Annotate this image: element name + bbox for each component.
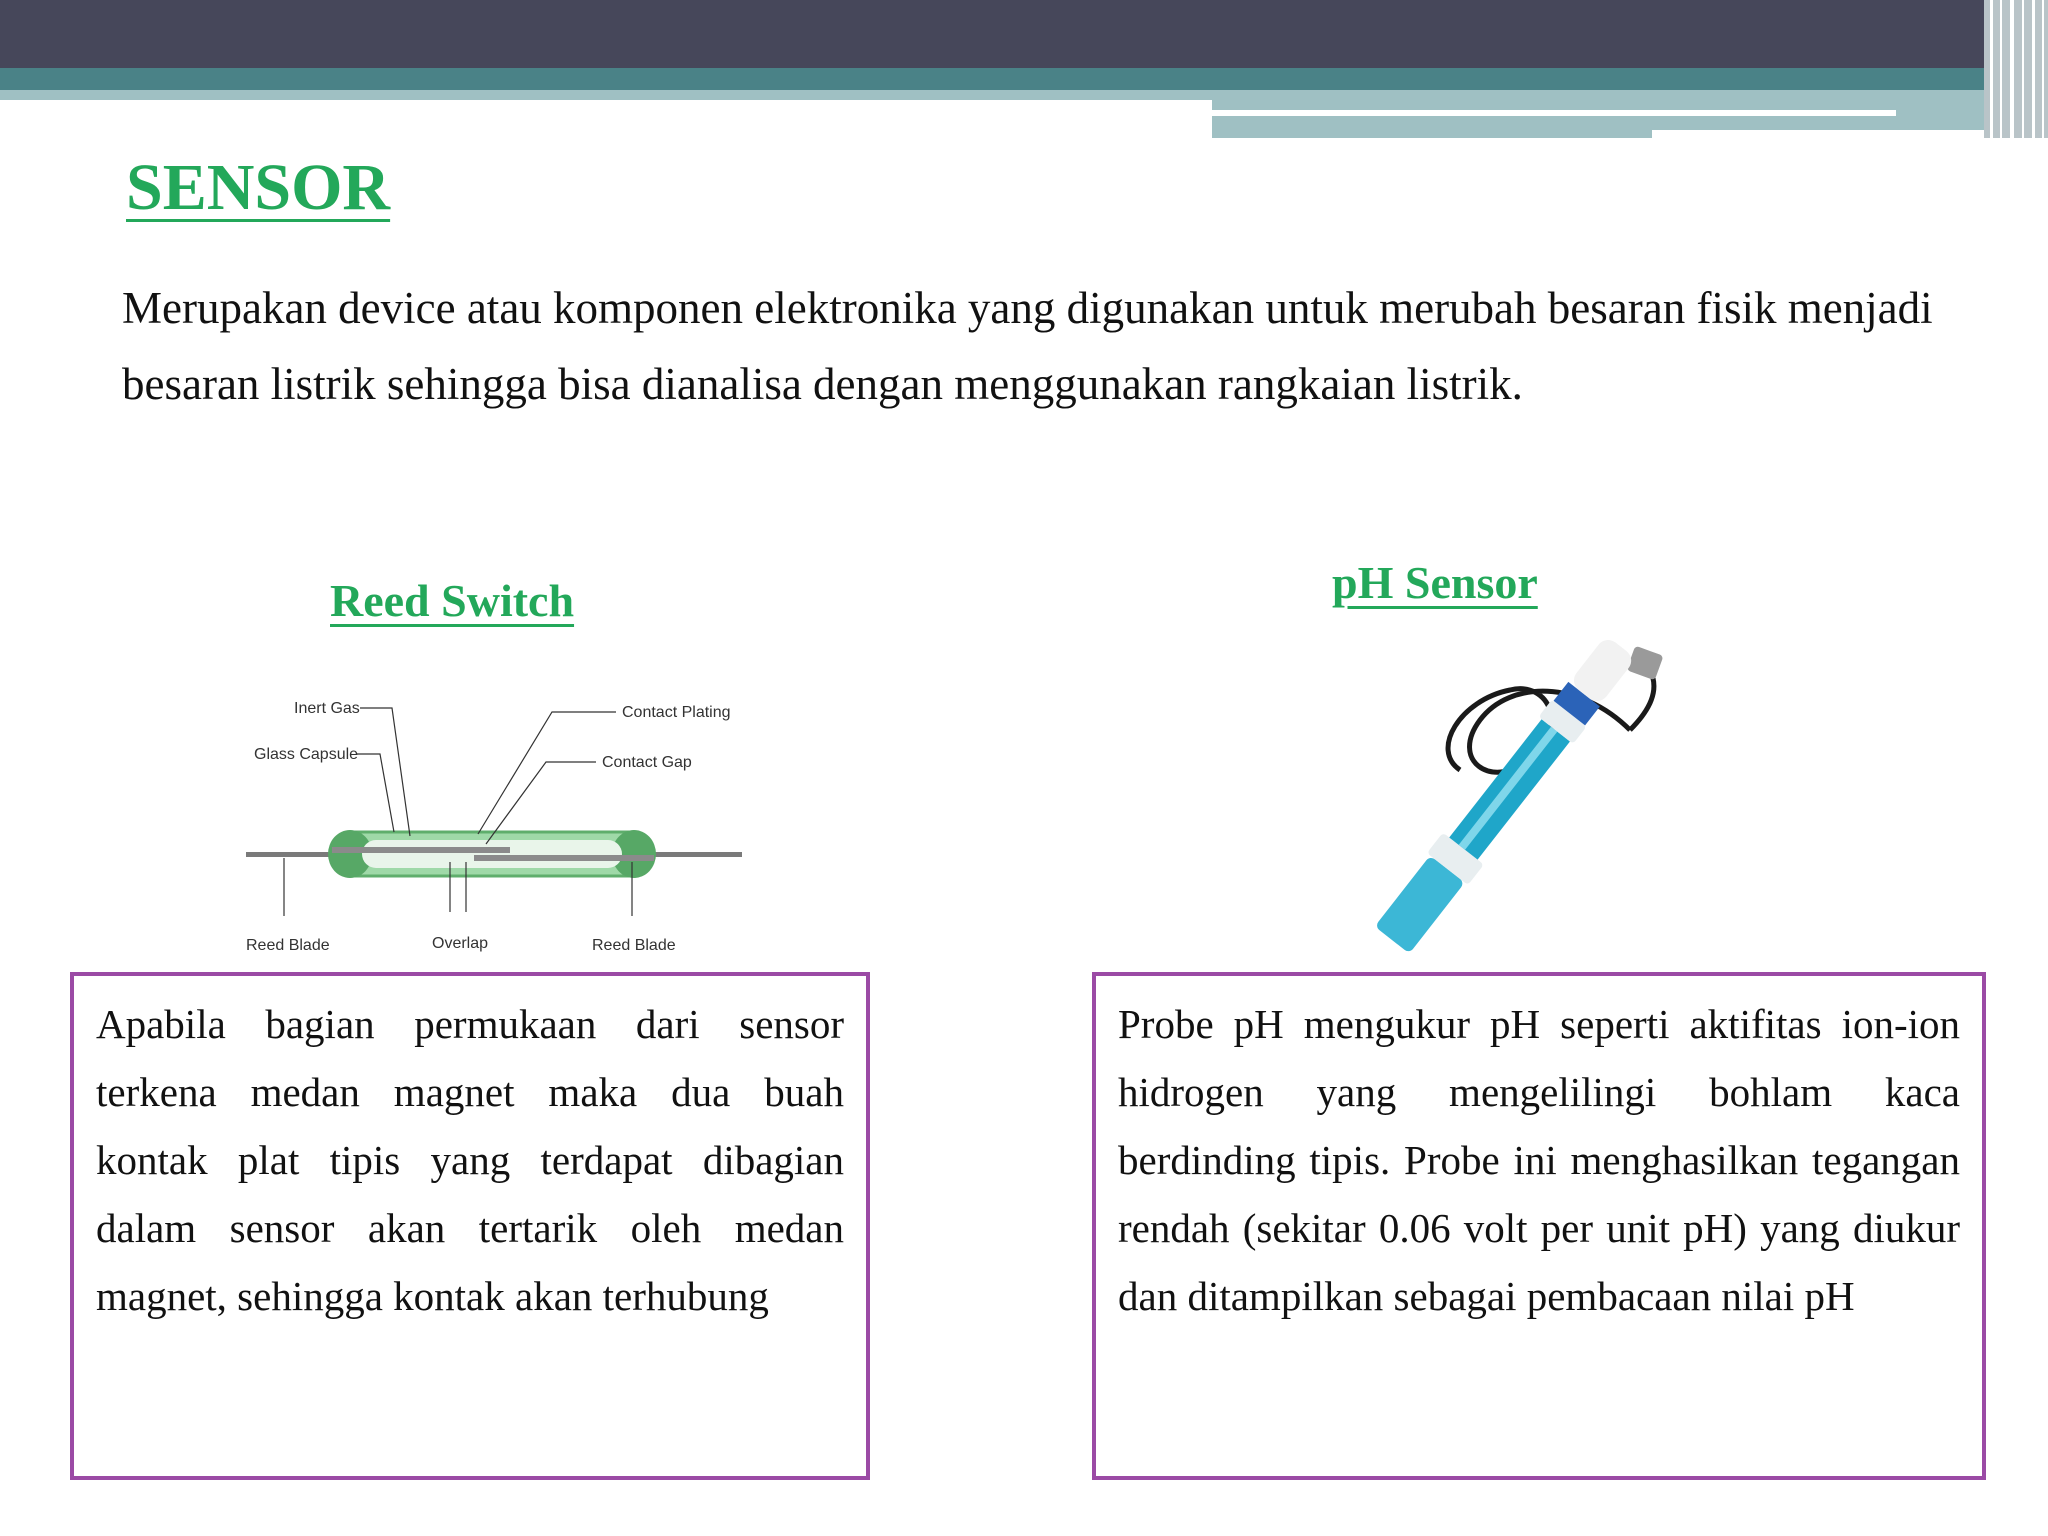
reed-switch-title: Reed Switch bbox=[330, 575, 575, 626]
ph-sensor-description-box bbox=[1092, 972, 1986, 1480]
ph-sensor-probe-image bbox=[1330, 640, 1730, 960]
label-reed-blade-right: Reed Blade bbox=[592, 937, 676, 954]
ph-sensor-description: Probe pH mengukur pH seperti aktifitas ion-ion hidrogen yang mengelilingi bohlam kaca berdinding tipis. Probe ini menghasilkan tegangan rendah (sekitar 0.06 volt per unit pH) yang diukur dan ditampilkan sebagai pembacaan nilai pH bbox=[1118, 1001, 1960, 1319]
intro-text: Merupakan device atau komponen elektronika yang digunakan untuk merubah besaran fisik menjadi besaran listrik sehingga bisa dianalisa dengan menggunakan rangkaian listrik. bbox=[122, 283, 1933, 409]
label-glass-capsule: Glass Capsule bbox=[254, 746, 359, 763]
reed-switch-diagram bbox=[232, 686, 752, 956]
label-inert-gas: Inert Gas bbox=[294, 700, 360, 717]
header-light-bar bbox=[0, 90, 1212, 100]
ph-sensor-title: pH Sensor bbox=[1332, 557, 1538, 608]
label-contact-plating: Contact Plating bbox=[622, 704, 731, 721]
reed-switch-description-box bbox=[70, 972, 870, 1480]
label-reed-blade-left: Reed Blade bbox=[246, 937, 330, 954]
reed-blade-right-shape bbox=[474, 855, 654, 861]
reed-switch-description: Apabila bagian permukaan dari sensor terkena medan magnet maka dua buah kontak plat tipis yang terdapat dibagian dalam sensor akan tertarik oleh medan magnet, sehingga kontak akan terhubung bbox=[96, 1001, 844, 1319]
reed-blade-left-shape bbox=[332, 847, 510, 853]
header-white-line bbox=[1212, 110, 1896, 116]
label-overlap: Overlap bbox=[432, 935, 489, 952]
slide-title: SENSOR bbox=[126, 151, 391, 224]
label-contact-gap: Contact Gap bbox=[602, 754, 692, 771]
header-stripes bbox=[1984, 0, 2048, 138]
header-dark-bar bbox=[0, 0, 2048, 68]
header-teal-bar bbox=[0, 68, 2048, 90]
